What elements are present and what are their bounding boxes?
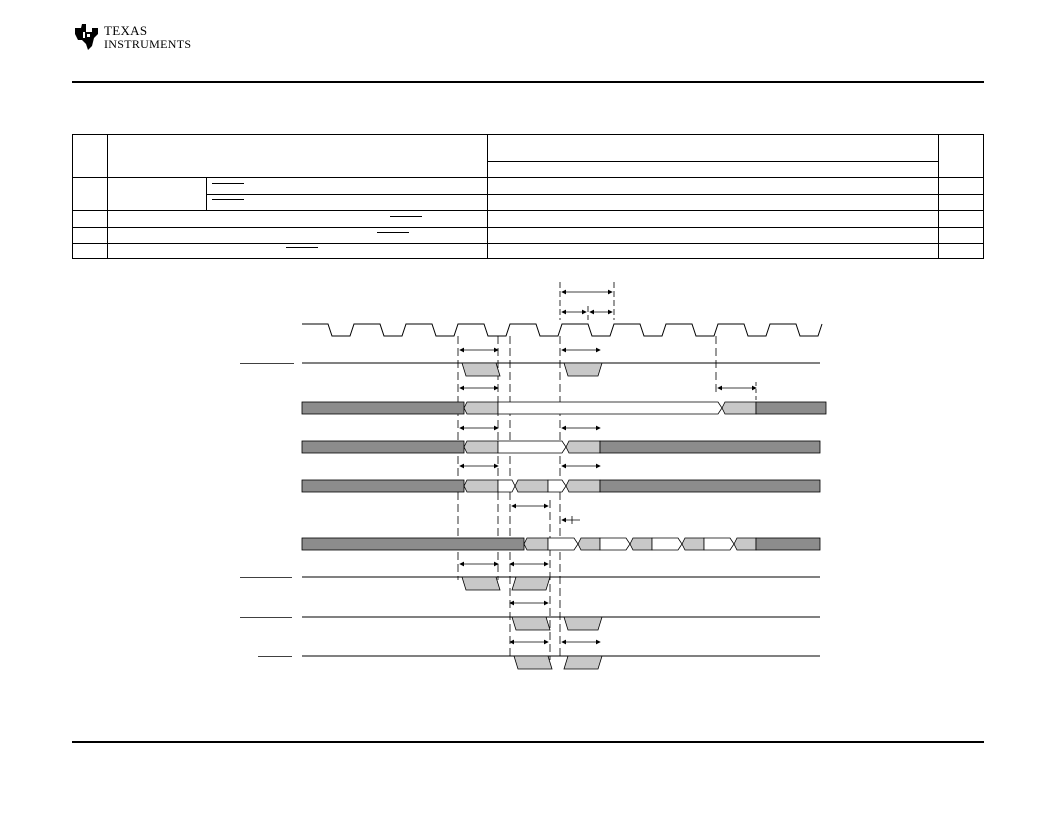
bus-row-1: [302, 382, 826, 414]
bus-row-2: [302, 428, 820, 453]
timing-diagram: [230, 270, 830, 680]
signal-row-1: [240, 350, 820, 376]
logo-wordmark: [104, 24, 191, 51]
signal-row-3: [240, 603, 820, 630]
bus-row-3: [302, 466, 820, 524]
timing-spec-table: [72, 134, 984, 259]
signal-row-2: [240, 564, 820, 590]
ti-state-logo-icon: [72, 20, 102, 52]
footer-rule: [72, 741, 984, 743]
logo-line-2: INSTRUMENTS: [104, 37, 192, 51]
top-timing-markers: [560, 282, 614, 320]
ti-logo: [72, 20, 202, 56]
clock-waveform: [302, 324, 822, 336]
logo-line-1: TEXAS: [104, 23, 148, 38]
reference-lines: [458, 336, 716, 660]
signal-row-4: [258, 642, 820, 669]
bus-row-4: [302, 538, 820, 550]
header-rule: [72, 81, 984, 83]
